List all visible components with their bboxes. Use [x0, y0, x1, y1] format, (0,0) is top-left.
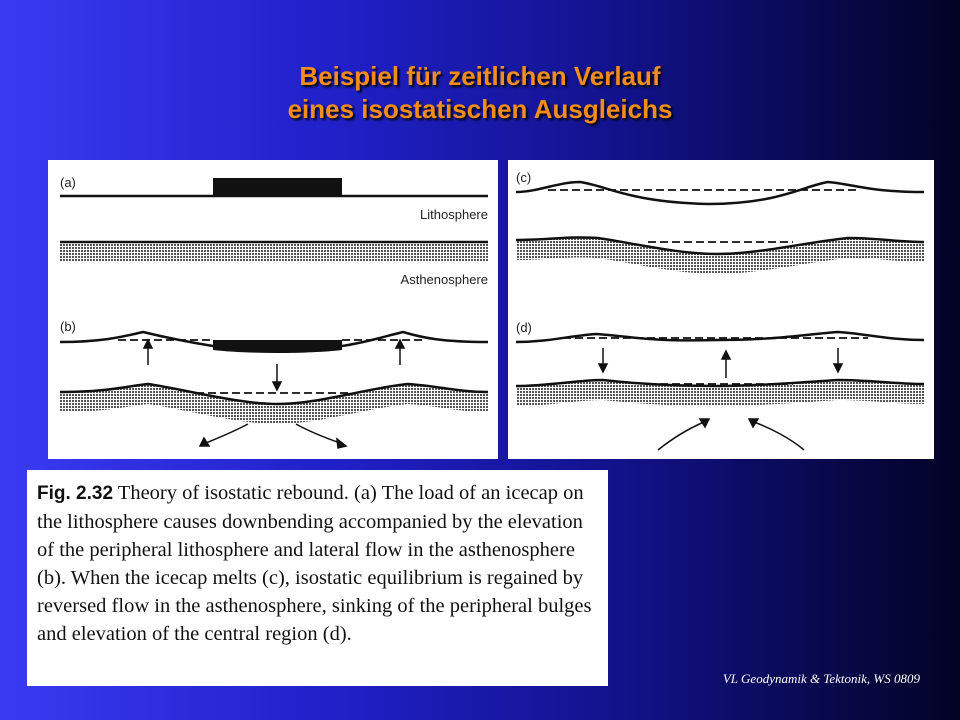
footer-text: VL Geodynamik & Tektonik, WS 0809: [722, 671, 920, 686]
diagram-panel-right: [508, 160, 934, 459]
slide-title-line2: eines isostatischen Ausgleichs: [287, 94, 673, 124]
asthenosphere-label: Asthenosphere: [400, 272, 488, 287]
label-b: (b): [60, 319, 76, 334]
diagram-right-svg: [508, 160, 934, 459]
label-a: (a): [60, 175, 76, 190]
lithosphere-label: Lithosphere: [420, 207, 488, 222]
caption-figure-label: Fig. 2.32: [37, 483, 114, 504]
lithosphere-top-d: [516, 332, 924, 342]
icecap-a: [213, 178, 342, 196]
diagram-left-svg: [48, 160, 498, 459]
slide-title-line1: Beispiel für zeitlichen Verlauf: [299, 61, 661, 91]
diagram-panel-left: [48, 160, 498, 459]
caption-text: Theory of isostatic rebound. (a) The load of an icecap on the lithosphere causes downbending accompanied by the elevation of the peripheral lithosphere and lateral flow in the asthenosphere (b). When the icecap melts (c), isostatic equilibrium is regained by reversed flow in the asthenosphere, sinking of the peripheral bulges and elevation of the central region (d).: [37, 482, 592, 645]
icecap-b: [213, 340, 342, 353]
figure-caption: [27, 470, 608, 686]
label-c: (c): [516, 170, 532, 185]
lithosphere-top-c: [516, 182, 924, 204]
asthenosphere-band-c: [516, 237, 924, 274]
asthenosphere-band-a: [60, 242, 488, 262]
label-d: (d): [516, 320, 532, 335]
slide-title: [0, 60, 960, 126]
